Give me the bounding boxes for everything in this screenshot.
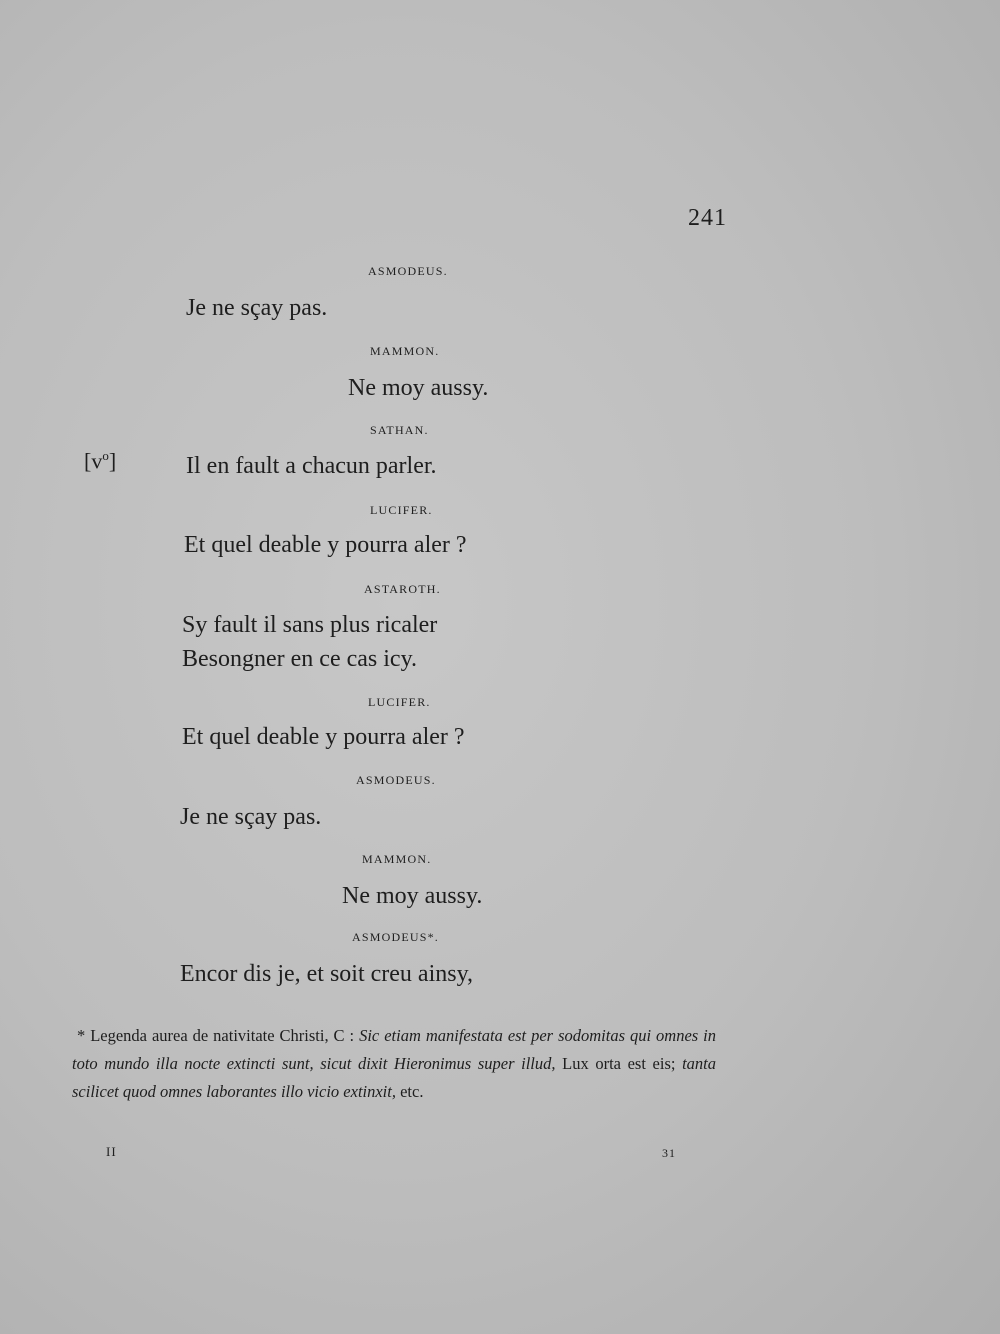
verso-margin-note [84,448,116,474]
speaker-name: ASMODEUS*. [352,930,440,944]
verse-line: Je ne sçay pas. [186,295,328,321]
speaker-name: SATHAN. [370,423,429,437]
footnote-marker: * [76,1026,86,1045]
verse-line: Sy fault il sans plus ricaler [182,612,438,638]
verso-suffix: ] [108,448,117,474]
footnote-quote-roman: Lux orta est eis; [562,1054,683,1073]
footnote [72,1022,716,1106]
verse-line: Ne moy aussy. [348,375,489,401]
page-number: 241 [688,205,727,231]
verse-line: Et quel deable y pourra aler ? [184,532,467,558]
speaker-name: ASTAROTH. [364,582,441,596]
gathering-signature: 31 [662,1146,676,1160]
footnote-source: Legenda aurea de nativitate Christi, C : [90,1026,360,1045]
speaker-name: ASMODEUS. [368,264,448,278]
verse-line: Et quel deable y pourra aler ? [182,724,465,750]
speaker-name: MAMMON. [362,852,432,866]
verse-line: Il en fault a chacun parler. [186,453,437,479]
footnote-quote-italic-2: tanta scilicet quod omnes laborantes illo vicio extinxit, [72,1054,717,1101]
speaker-name: ASMODEUS. [356,773,436,787]
verse-line: Je ne sçay pas. [180,804,322,830]
verse-line: Besongner en ce cas icy. [182,646,418,672]
speaker-name: MAMMON. [370,344,440,358]
verso-prefix: [v [84,448,103,474]
verse-line: Ne moy aussy. [342,883,483,909]
verso-superscript: o [102,448,109,463]
speaker-name: LUCIFER. [370,503,433,517]
verse-line: Encor dis je, et soit creu ainsy, [180,961,474,987]
volume-signature: II [106,1144,117,1159]
footnote-quote-italic: Sic etiam manifestata est per sodomitas qui omnes in toto mundo illa nocte extincti sunt, sicut dixit Hieronimus super illud, [72,1026,716,1073]
footnote-etc: etc. [400,1082,424,1101]
speaker-name: LUCIFER. [368,695,431,709]
